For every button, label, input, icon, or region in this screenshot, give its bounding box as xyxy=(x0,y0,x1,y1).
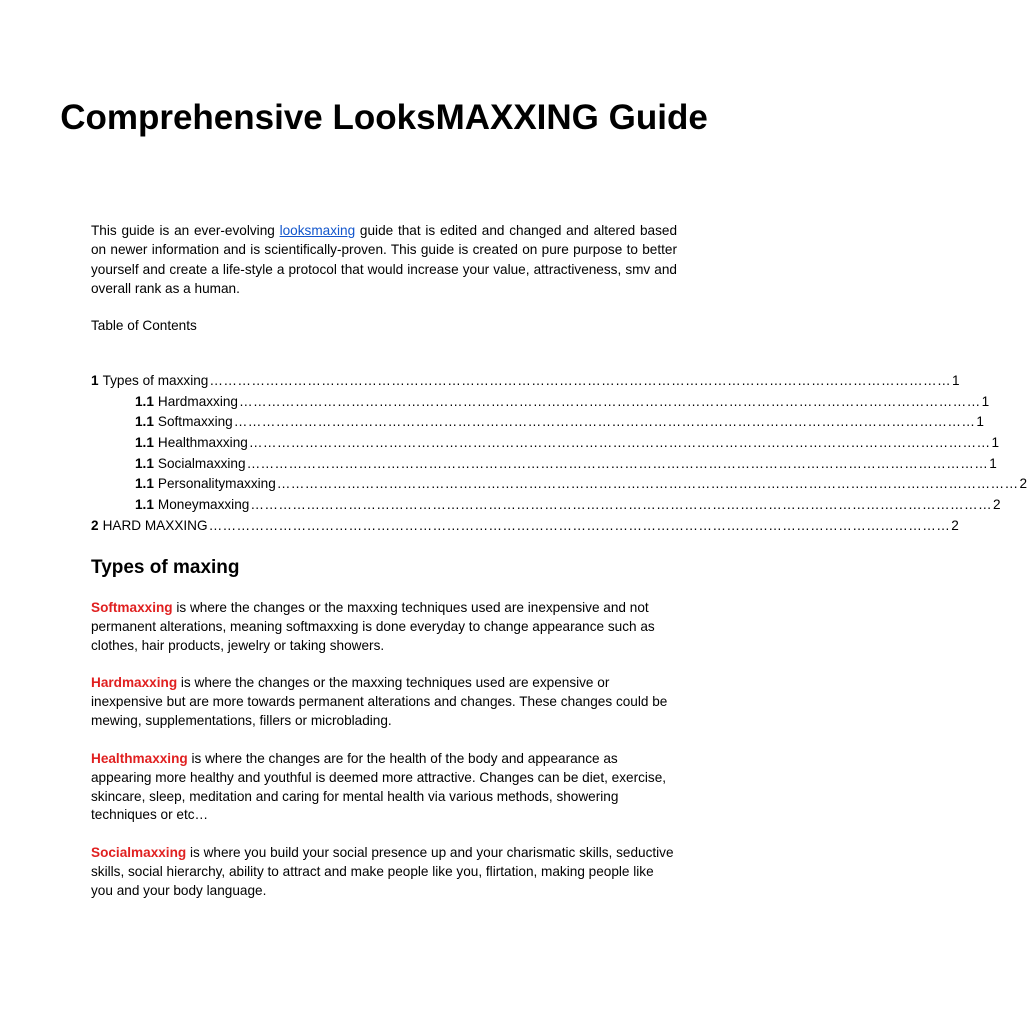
toc-entry-number: 1.1 xyxy=(135,476,154,492)
toc-entry-number: 1.1 xyxy=(135,435,154,451)
toc-entry-label: Healthmaxxing xyxy=(157,435,248,451)
toc-leader-dots: …………………………………………………………………………………………………………………………………………… xyxy=(250,497,992,513)
toc-entry-label: Hardmaxxing xyxy=(157,393,238,409)
toc-entry-page: 1 xyxy=(976,414,984,430)
section-heading-types-of-maxing: Types of maxing xyxy=(91,557,240,578)
toc-entry-page: 2 xyxy=(993,497,1001,513)
intro-paragraph xyxy=(91,221,677,299)
toc-entry-moneymaxxing[interactable] xyxy=(91,497,1001,518)
toc-entry-types-of-maxxing[interactable] xyxy=(91,373,960,394)
paragraph-healthmaxxing xyxy=(91,750,677,825)
toc-entry-number: 1.1 xyxy=(135,414,154,430)
toc-entry-socialmaxxing[interactable] xyxy=(91,455,997,477)
toc-entry-label: Personalitymaxxing xyxy=(157,476,276,492)
paragraph-text: is where the changes or the maxxing techniques used are expensive or inexpensive but are more towards permanent alterations and changes. These changes could be mewing, supplementations, fillers or microblading. xyxy=(91,675,668,728)
toc-entry-page: 1 xyxy=(991,435,1000,451)
toc-leader-dots: …………………………………………………………………………………………………………………………………………… xyxy=(246,455,989,471)
term-softmaxxing: Softmaxxing xyxy=(91,600,173,615)
term-hardmaxxing: Hardmaxxing xyxy=(91,675,178,690)
toc-entry-label: HARD MAXXING xyxy=(102,517,208,533)
toc-entry-personalitymaxxing[interactable] xyxy=(91,476,1027,497)
table-of-contents xyxy=(91,373,1027,539)
toc-entry-number: 1.1 xyxy=(135,455,154,471)
toc-heading: Table of Contents xyxy=(91,318,197,333)
toc-entry-page: 1 xyxy=(981,393,990,409)
paragraph-hardmaxxing xyxy=(91,674,677,730)
toc-leader-dots: …………………………………………………………………………………………………………………………………………… xyxy=(239,393,981,409)
toc-leader-dots: …………………………………………………………………………………………………………………………………………… xyxy=(248,435,991,451)
toc-entry-softmaxxing[interactable] xyxy=(91,414,984,435)
toc-entry-label: Softmaxxing xyxy=(157,414,233,430)
toc-entry-number: 1.1 xyxy=(135,497,154,513)
toc-entry-number: 2 xyxy=(91,517,99,533)
toc-entry-healthmaxxing[interactable] xyxy=(91,435,1000,456)
toc-entry-hardmaxxing[interactable] xyxy=(91,393,990,415)
toc-leader-dots: …………………………………………………………………………………………………………………………………………… xyxy=(209,373,952,388)
toc-entry-label: Socialmaxxing xyxy=(157,455,246,471)
looksmaxing-link[interactable]: looksmaxing xyxy=(279,223,356,238)
paragraph-text: is where the changes or the maxxing techniques used are inexpensive and not permanent alterations, meaning softmaxxing is done everyday to change appearance such as clothes, hair products, jewelry or taking showers. xyxy=(91,600,655,653)
toc-leader-dots: …………………………………………………………………………………………………………………………………………… xyxy=(208,517,951,533)
paragraph-softmaxxing xyxy=(91,599,677,655)
toc-entry-number: 1.1 xyxy=(135,393,154,409)
toc-entry-label: Types of maxxing xyxy=(102,373,209,388)
term-healthmaxxing: Healthmaxxing xyxy=(91,751,188,766)
toc-entry-label: Moneymaxxing xyxy=(157,497,250,513)
toc-entry-hard-maxxing[interactable] xyxy=(91,517,959,539)
paragraph-socialmaxxing xyxy=(91,844,677,900)
toc-leader-dots: …………………………………………………………………………………………………………………………………………… xyxy=(276,476,1019,492)
toc-entry-page: 2 xyxy=(951,517,959,533)
paragraph-text: is where you build your social presence up and your charismatic skills, seductive skills, social hierarchy, ability to attract and make people like you, flirtation, making people like you and your body language. xyxy=(91,845,674,898)
intro-text-end: guide that is edited and changed and altered based on newer information and is scientifically-proven. This guide is created on pure purpose to better yourself and create a life-style a protocol that would increase your value, attractiveness, smv and overall rank as a human. xyxy=(91,223,678,297)
intro-text-start: This guide is an ever-evolving xyxy=(91,223,280,238)
term-socialmaxxing: Socialmaxxing xyxy=(91,845,187,860)
toc-entry-number: 1 xyxy=(91,373,99,388)
paragraph-text: is where the changes are for the health of the body and appearance as appearing more healthy and youthful is deemed more attractive. Changes can be diet, exercise, skincare, sleep, meditation and caring for mental health via various methods, showering techniques or etc… xyxy=(91,751,667,823)
document-title: Comprehensive LooksMAXXING Guide xyxy=(60,98,708,137)
toc-entry-page: 1 xyxy=(952,373,960,388)
toc-entry-page: 2 xyxy=(1019,476,1027,492)
toc-leader-dots: …………………………………………………………………………………………………………………………………………… xyxy=(233,414,976,430)
toc-entry-page: 1 xyxy=(989,455,997,471)
